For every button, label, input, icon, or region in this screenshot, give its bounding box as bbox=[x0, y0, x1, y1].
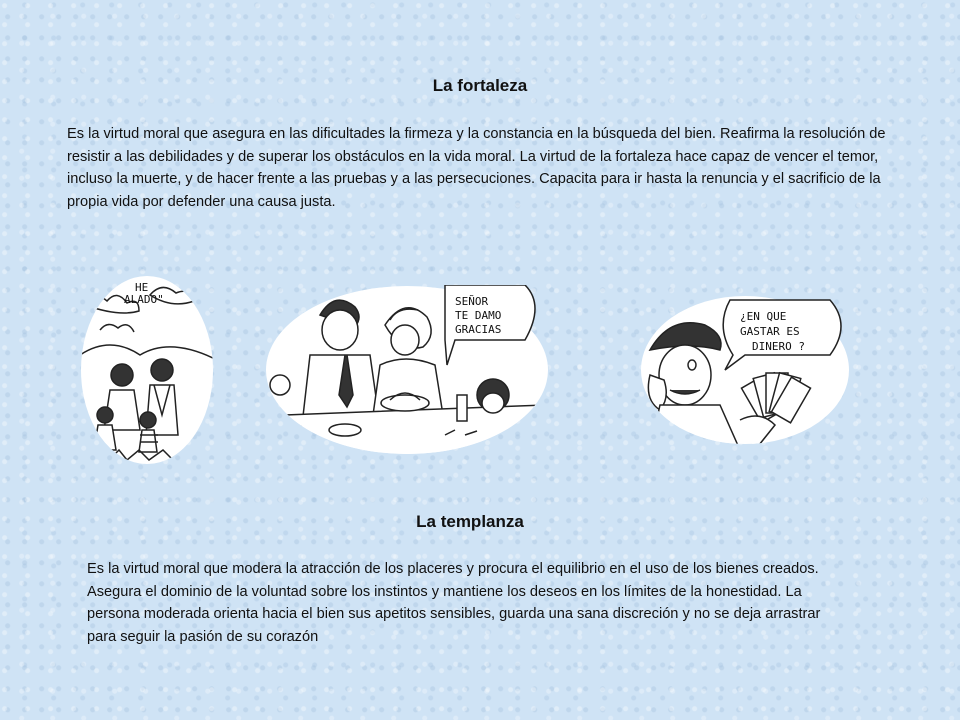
money-bubble-line2: GASTAR ES bbox=[740, 325, 800, 338]
heading-fortaleza: La fortaleza bbox=[432, 76, 528, 95]
money-bubble-line1: ¿EN QUE bbox=[740, 310, 787, 323]
family-bubble-line2: ALADO" bbox=[124, 293, 164, 306]
heading-templanza: La templanza bbox=[416, 512, 524, 531]
dinner-bubble-line2: TE DAMO bbox=[455, 309, 502, 322]
money-bubble-line3: DINERO ? bbox=[752, 340, 805, 353]
dinner-bubble-line1: SEÑOR bbox=[455, 295, 489, 308]
money-illustration bbox=[640, 295, 850, 445]
paragraph-templanza: Es la virtud moral que modera la atracción de los placeres y procura el equilibrio en el uso de los bienes creados. Asegura el dominio de la voluntad sobre los instintos y mantiene los deseos en los límites de la honestidad. La persona moderada orienta hacia el bien sus apetitos sensibles, guarda una sana discreción y no se deja arrastrar para seguir la pasión de su corazón bbox=[87, 561, 821, 645]
dinner-illustration bbox=[265, 285, 550, 455]
family-illustration bbox=[80, 275, 215, 465]
dinner-bubble-line3: GRACIAS bbox=[455, 323, 502, 336]
family-bubble-line1: HE bbox=[135, 281, 149, 294]
paragraph-fortaleza: Es la virtud moral que asegura en las dificultades la firmeza y la constancia en la búsqueda del bien. Reafirma la resolución de resistir a las debilidades y de superar los obstáculos en la vida moral. La virtud de la fortaleza hace capaz de vencer el temor, incluso la muerte, y de hacer frente a las pruebas y a las persecuciones. Capacita para ir hasta la renuncia y el sacrificio de la propia vida por defender una causa justa. bbox=[67, 126, 886, 210]
